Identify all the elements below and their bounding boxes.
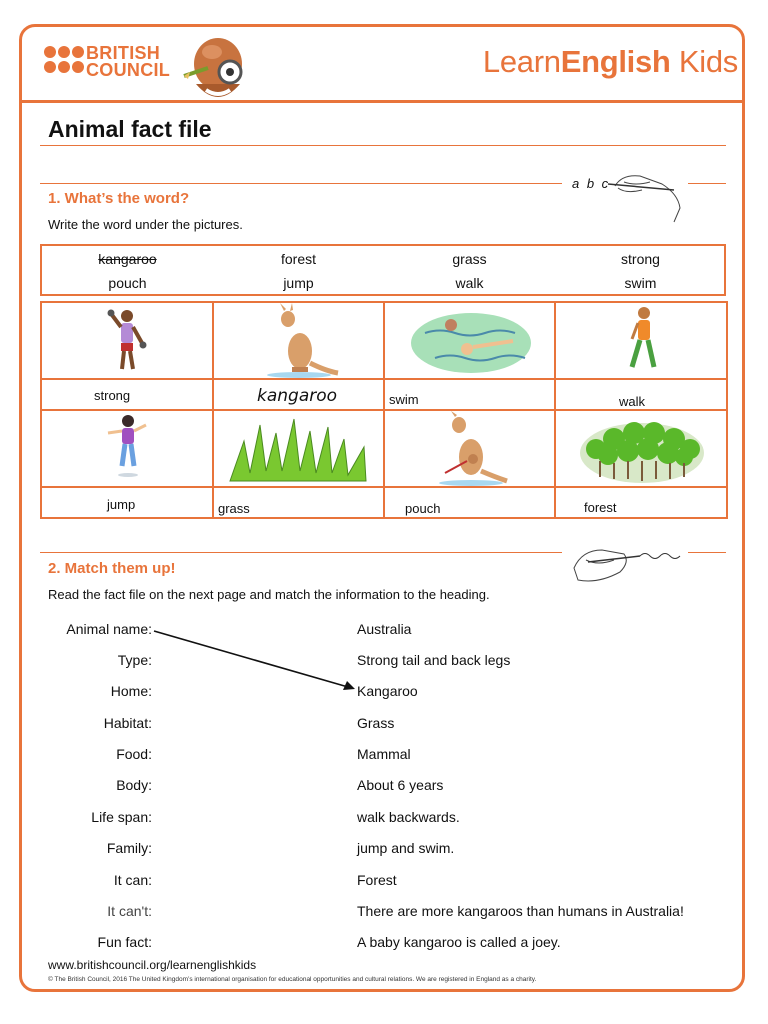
match-row (40, 715, 726, 735)
section2-rule (40, 552, 562, 553)
match-row (40, 872, 726, 892)
information-item: Strong tail and back legs (357, 652, 511, 668)
picture-label: forest (584, 500, 617, 515)
learnenglish-kids-logo: LearnEnglish Kids (482, 44, 738, 79)
word-bank-item: walk (455, 275, 484, 291)
picture-label: swim (389, 392, 419, 407)
match-row (40, 840, 726, 860)
information-item: There are more kangaroos than humans in Australia! (357, 903, 684, 919)
picture-label: pouch (405, 501, 441, 516)
match-row (40, 621, 726, 641)
section1-rule-end (688, 183, 726, 184)
footer-url: www.britishcouncil.org/learnenglishkids (48, 958, 257, 972)
match-row (40, 903, 726, 923)
match-row (40, 934, 726, 954)
section2-instruction: Read the fact file on the next page and match the information to the heading. (48, 587, 490, 602)
heading-label: Animal name: (66, 621, 152, 637)
picture-grass (212, 409, 385, 488)
picture-label: strong (94, 388, 131, 403)
heading-label: Body: (116, 777, 152, 793)
word-bank-item: strong (621, 251, 660, 267)
label-cell (383, 486, 556, 519)
picture-label: kangaroo (257, 386, 338, 406)
section2-title: 2. Match them up! (48, 560, 176, 577)
heading-label: It can: (113, 872, 152, 888)
logo-text: BRITISH COUNCIL (86, 43, 171, 80)
information-item: Grass (357, 715, 395, 731)
label-cell (554, 486, 728, 519)
information-item: jump and swim. (357, 840, 455, 856)
word-bank-item: jump (283, 275, 314, 291)
word-bank (40, 244, 726, 296)
picture-label: walk (619, 394, 646, 409)
heading-label: Life span: (91, 809, 152, 825)
heading-label: Type: (117, 652, 152, 668)
match-row (40, 746, 726, 766)
picture-jump (40, 409, 214, 488)
information-item: Mammal (357, 746, 411, 762)
match-row (40, 777, 726, 797)
section1-rule (40, 183, 562, 184)
heading-label: It can't: (107, 903, 152, 919)
picture-label: jump (107, 497, 136, 512)
section2-rule-end (688, 552, 726, 553)
label-cell (40, 378, 214, 411)
picture-walk (554, 301, 728, 380)
information-item: A baby kangaroo is called a joey. (357, 934, 561, 950)
match-row (40, 809, 726, 829)
word-bank-item: forest (280, 251, 316, 267)
example-match-arrow (150, 625, 360, 695)
information-item: Australia (357, 621, 412, 637)
information-item: walk backwards. (357, 809, 460, 825)
page-title: Animal fact file (48, 116, 212, 142)
label-cell (40, 486, 214, 519)
picture-grid (40, 301, 728, 519)
word-bank-item: pouch (108, 275, 147, 291)
header-divider (19, 100, 745, 103)
mascot-icon (182, 34, 254, 108)
heading-label: Home: (110, 683, 152, 699)
label-cell (212, 378, 385, 411)
picture-kangaroo (212, 301, 385, 380)
label-cell (383, 378, 556, 411)
picture-swim (383, 301, 556, 380)
matching-hand-icon (568, 538, 686, 588)
heading-label: Fun fact: (97, 934, 152, 950)
picture-pouch (383, 409, 556, 488)
information-item: Kangaroo (357, 683, 418, 699)
heading-label: Food: (116, 746, 152, 762)
picture-label: grass (218, 501, 250, 516)
heading-label: Family: (106, 840, 152, 856)
footer-copyright: © The British Council, 2016 The United Kingdom’s international organisation for educational opportunities and cultural relations. We are registered in England as a charity. (48, 976, 537, 983)
word-bank-item: grass (452, 251, 487, 267)
heading-label: Habitat: (103, 715, 152, 731)
picture-forest (554, 409, 728, 488)
match-row (40, 652, 726, 672)
title-rule (40, 145, 726, 146)
match-row (40, 683, 726, 703)
label-cell (212, 486, 385, 519)
picture-strong (40, 301, 214, 380)
information-item: About 6 years (357, 777, 444, 793)
information-item: Forest (357, 872, 397, 888)
section1-instruction: Write the word under the pictures. (48, 217, 243, 232)
word-bank-item: kangaroo (98, 251, 157, 267)
word-bank-item: swim (624, 275, 657, 291)
label-cell (554, 378, 728, 411)
section1-title: 1. What’s the word? (48, 190, 190, 207)
logo-dots-icon (44, 43, 84, 83)
